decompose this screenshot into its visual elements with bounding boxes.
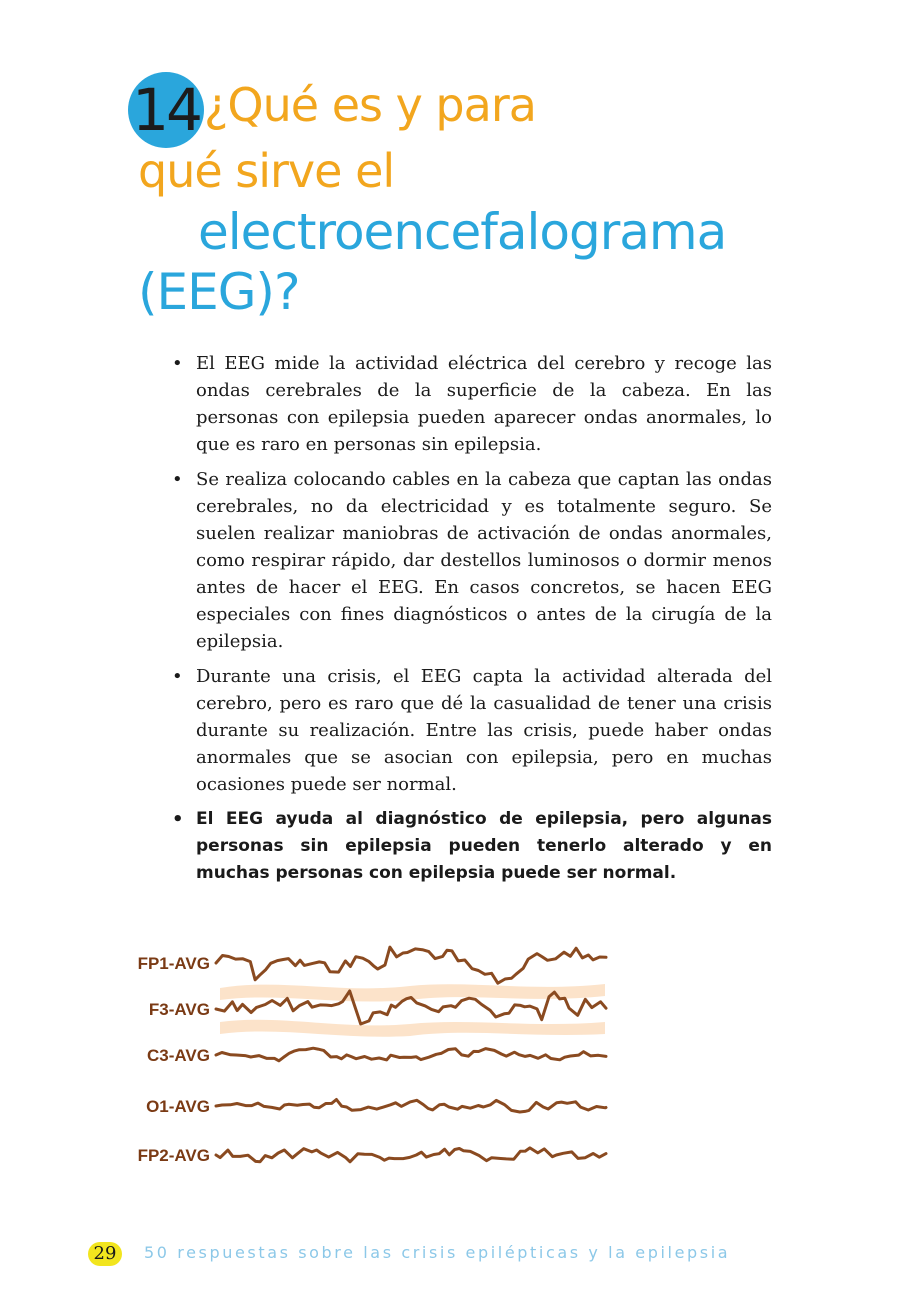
eeg-channel-label: FP1-AVG (137, 954, 210, 973)
title-line-4: (EEG)? (138, 263, 300, 321)
bullet-text: El EEG mide la actividad eléctrica del cerebro y recoge las ondas cerebrales de la superficie de la cabeza. En las personas con epilepsia pueden aparecer ondas anormales, lo que es raro en personas sin epilepsia. (196, 353, 772, 455)
bullet-item-bold (168, 806, 772, 887)
bullet-dot: • (172, 809, 184, 830)
bullet-text: El EEG ayuda al diagnóstico de epilepsia, pero algunas personas sin epilepsia pueden tenerlo alterado y en muchas personas con epilepsia puede ser normal. (196, 809, 772, 883)
title-line-2: qué sirve el (138, 144, 395, 198)
chapter-number: 14 (132, 76, 200, 144)
eeg-channel-label: FP2-AVG (137, 1146, 210, 1165)
eeg-trace-line (216, 1048, 606, 1061)
bullet-item (168, 663, 772, 798)
bullet-dot: • (172, 666, 183, 687)
eeg-traces (216, 947, 606, 1162)
bullet-list (168, 350, 772, 895)
eeg-channel-labels (138, 954, 210, 1165)
title-line-3: electroencefalograma (198, 203, 727, 261)
title-line-1: ¿Qué es y para (204, 78, 536, 132)
bullet-text: Durante una crisis, el EEG capta la actividad alterada del cerebro, pero es raro que dé la casualidad de tener una crisis durante su realización. Entre las crisis, puede haber ondas anormales que se asocian con epilepsia, pero en muchas ocasiones puede ser normal. (196, 666, 772, 795)
eeg-illustration (110, 930, 630, 1190)
bullet-dot: • (172, 469, 183, 490)
bullet-item (168, 350, 772, 458)
bullet-dot: • (172, 353, 183, 374)
eeg-trace-line (216, 1148, 606, 1162)
page-number: 29 (88, 1242, 122, 1266)
bullet-text: Se realiza colocando cables en la cabeza que captan las ondas cerebrales, no da electricidad y es totalmente seguro. Se suelen realizar maniobras de activación de ondas anormales, como respirar rápido, dar destellos luminosos o dormir menos antes de hacer el EEG. En casos concretos, se hacen EEG especiales con fines diagnósticos o antes de la cirugía de la epilepsia. (196, 469, 772, 652)
eeg-channel-label: C3-AVG (147, 1046, 210, 1065)
eeg-channel-label: F3-AVG (148, 1000, 210, 1019)
bullet-item (168, 466, 772, 655)
eeg-trace-line (216, 947, 606, 983)
eeg-trace-line (216, 1100, 606, 1113)
eeg-highlight-bands (220, 984, 605, 1037)
eeg-channel-label: O1-AVG (146, 1097, 210, 1116)
eeg-highlight-band (220, 1020, 605, 1037)
footer-book-title: 50 respuestas sobre las crisis epilépticas y la epilepsia (144, 1243, 731, 1262)
